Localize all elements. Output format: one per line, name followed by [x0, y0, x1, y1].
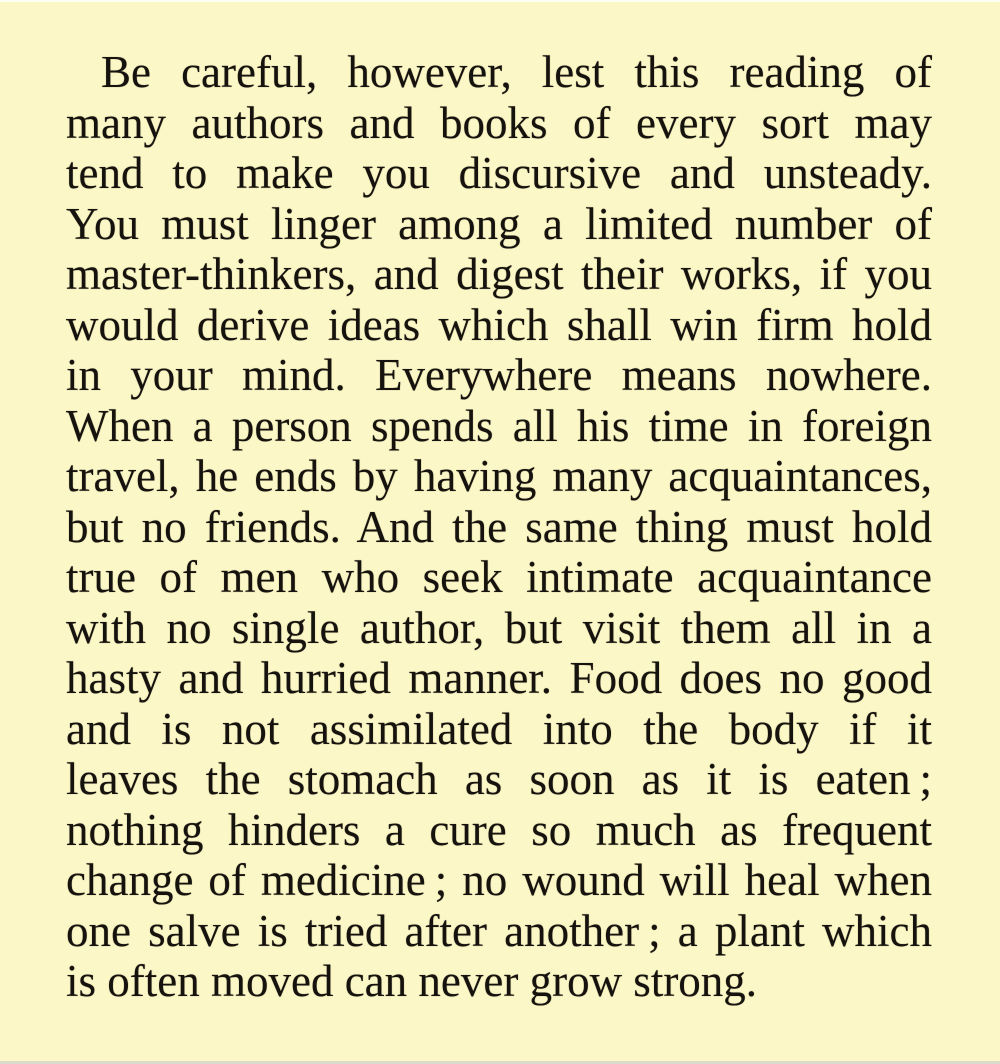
text-line: with no single author, but visit them all in a: [66, 602, 932, 653]
text-line: in your mind. Everywhere means nowhere.: [66, 350, 932, 400]
text-line: nothing hinders a cure so much as frequent: [66, 804, 932, 855]
text-line: tend to make you discursive and unsteady.: [66, 148, 932, 198]
text-line: hasty and hurried manner. Food does no good: [66, 653, 932, 703]
text-line: and is not assimilated into the body if it: [66, 703, 932, 754]
text-line: change of medicine ; no wound will heal when: [66, 855, 932, 905]
text-line: but no friends. And the same thing must hold: [66, 501, 932, 552]
text-line: true of men who seek intimate acquaintance: [66, 552, 932, 602]
text-line: master-thinkers, and digest their works, if you: [66, 249, 932, 299]
text-line: would derive ideas which shall win firm hold: [66, 299, 932, 350]
text-line: is often moved can never grow strong.: [66, 956, 758, 1006]
scan-edge-top: [0, 0, 1000, 2]
text-line: one salve is tried after another ; a plant which: [66, 905, 932, 956]
book-page-paragraph: [66, 47, 932, 1007]
text-line: Be careful, however, lest this reading of: [101, 47, 932, 97]
text-line: travel, he ends by having many acquaintances,: [66, 451, 932, 501]
text-line: leaves the stomach as soon as it is eaten ;: [66, 754, 932, 804]
text-line: When a person spends all his time in foreign: [66, 400, 932, 451]
text-line: many authors and books of every sort may: [66, 97, 932, 148]
text-line: You must linger among a limited number of: [66, 198, 932, 249]
